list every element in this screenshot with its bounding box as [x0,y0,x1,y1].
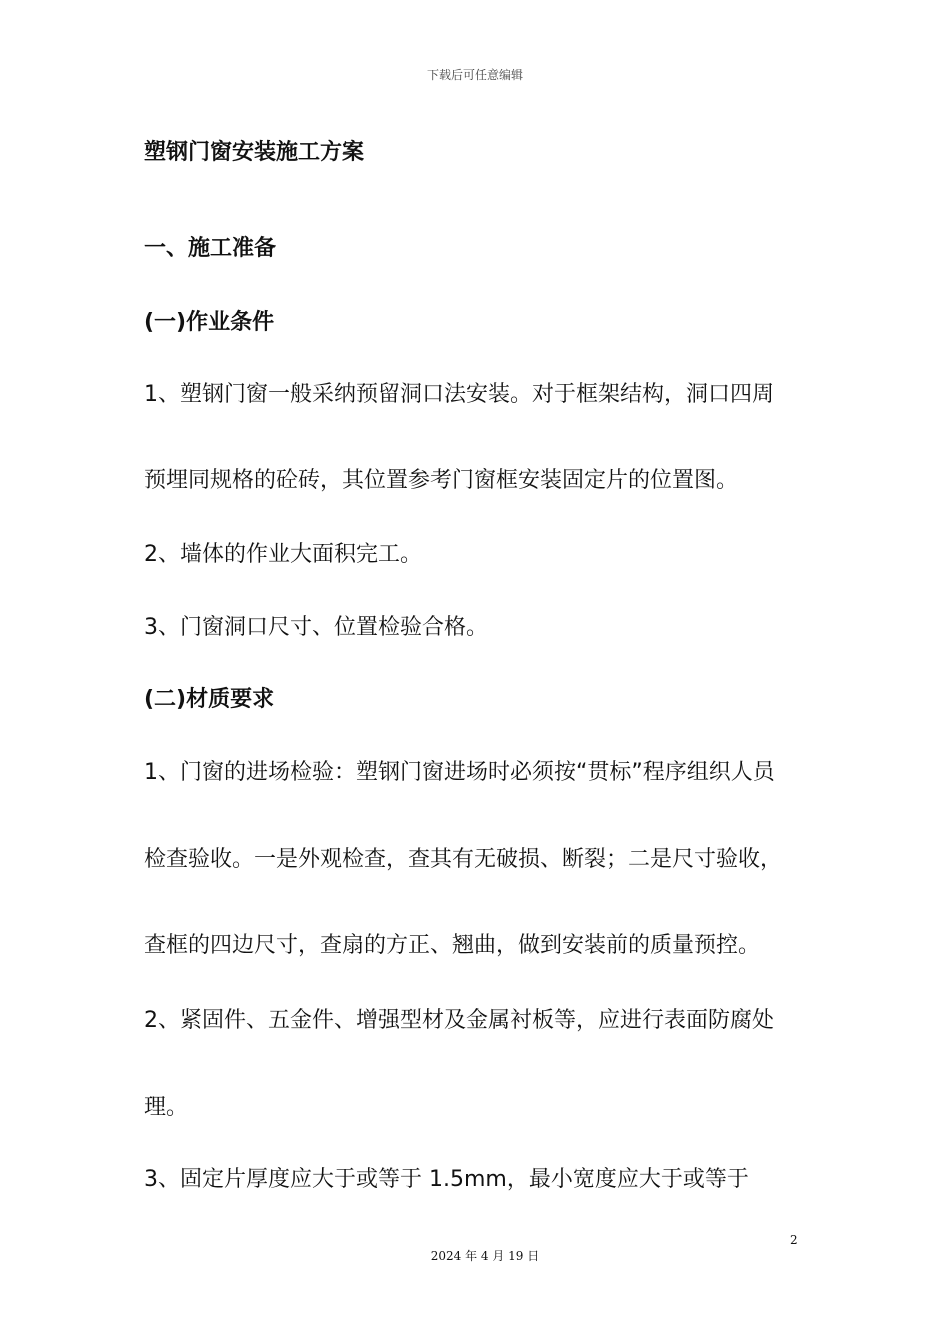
paragraph-line: 1、塑钢门窗一般采纳预留洞口法安装。对于框架结构，洞口四周 [144,382,774,407]
paragraph-line: 查框的四边尺寸，查扇的方正、翘曲，做到安装前的质量预控。 [144,933,761,958]
paragraph-line: 预埋同规格的砼砖，其位置参考门窗框安装固定片的位置图。 [144,468,739,493]
subsection-heading-work-conditions: (一)作业条件 [144,310,275,335]
paragraph-line: 理。 [144,1095,189,1120]
paragraph-line: 3、门窗洞口尺寸、位置检验合格。 [144,615,488,640]
subsection-heading-material-requirements: (二)材质要求 [144,687,275,712]
document-title: 塑钢门窗安装施工方案 [144,140,365,165]
paragraph-line: 2、墙体的作业大面积完工。 [144,542,422,567]
paragraph-line: 检查验收。一是外观检查，查其有无破损、断裂；二是尺寸验收， [144,847,783,872]
paragraph-line: 2、紧固件、五金件、增强型材及金属衬板等，应进行表面防腐处 [144,1008,774,1033]
header-note: 下载后可任意编辑 [426,68,523,82]
section-heading-preparation: 一、施工准备 [144,236,277,261]
page-number: 2 [790,1233,798,1247]
paragraph-line: 3、固定片厚度应大于或等于 1.5mm，最小宽度应大于或等于 [144,1167,749,1192]
footer-date: 2024 年 4 月 19 日 [430,1249,540,1263]
paragraph-line: 1、门窗的进场检验：塑钢门窗进场时必须按“贯标”程序组织人员 [144,760,775,785]
